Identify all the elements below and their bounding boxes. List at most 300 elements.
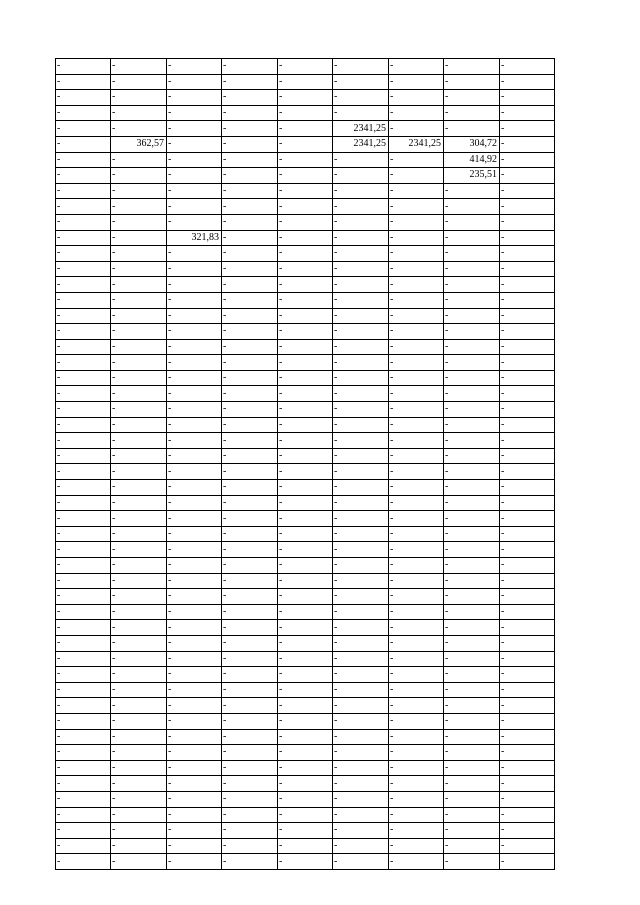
table-cell: - xyxy=(167,370,222,386)
table-cell: - xyxy=(278,713,333,729)
table-cell: - xyxy=(222,308,278,324)
table-cell: 304,72 xyxy=(444,136,500,152)
table-cell: - xyxy=(222,729,278,745)
table-cell: - xyxy=(333,713,389,729)
table-row xyxy=(56,214,555,230)
table-cell: - xyxy=(222,573,278,589)
table-cell: - xyxy=(333,558,389,574)
table-cell: - xyxy=(444,277,500,293)
table-cell: - xyxy=(278,682,333,698)
table-cell: - xyxy=(222,292,278,308)
table-cell: - xyxy=(278,355,333,371)
table-row xyxy=(56,355,555,371)
table-cell: - xyxy=(500,292,555,308)
table-cell: - xyxy=(111,667,167,683)
table-cell: - xyxy=(333,324,389,340)
table-cell: - xyxy=(222,807,278,823)
table-cell: - xyxy=(111,355,167,371)
table-cell: - xyxy=(111,199,167,215)
table-cell: - xyxy=(500,339,555,355)
table-cell: - xyxy=(500,526,555,542)
table-cell: - xyxy=(444,604,500,620)
table-cell: - xyxy=(444,448,500,464)
table-cell: - xyxy=(56,823,111,839)
table-cell: - xyxy=(500,807,555,823)
table-cell: - xyxy=(389,277,444,293)
table-cell: - xyxy=(111,308,167,324)
table-cell: - xyxy=(56,261,111,277)
table-cell: - xyxy=(111,386,167,402)
table-cell: - xyxy=(167,433,222,449)
table-cell: - xyxy=(500,105,555,121)
table-cell: - xyxy=(167,448,222,464)
table-row xyxy=(56,558,555,574)
table-cell: - xyxy=(500,168,555,184)
table-cell: - xyxy=(278,324,333,340)
table-cell: - xyxy=(222,635,278,651)
table-cell: - xyxy=(167,74,222,90)
table-cell: - xyxy=(278,667,333,683)
table-row xyxy=(56,59,555,75)
table-row xyxy=(56,292,555,308)
table-cell: - xyxy=(222,495,278,511)
table-cell: - xyxy=(333,667,389,683)
table-cell: - xyxy=(111,807,167,823)
table-cell: - xyxy=(167,854,222,870)
table-row xyxy=(56,246,555,262)
table-cell: - xyxy=(167,526,222,542)
table-cell: - xyxy=(167,199,222,215)
table-cell: - xyxy=(500,776,555,792)
table-cell: - xyxy=(278,448,333,464)
table-cell: - xyxy=(111,168,167,184)
table-cell: - xyxy=(444,791,500,807)
table-cell: - xyxy=(389,261,444,277)
table-cell: - xyxy=(222,698,278,714)
table-cell: - xyxy=(222,620,278,636)
table-cell: - xyxy=(389,558,444,574)
table-cell: - xyxy=(444,823,500,839)
table-cell: - xyxy=(222,339,278,355)
table-cell: - xyxy=(389,105,444,121)
table-cell: - xyxy=(333,838,389,854)
table-cell: - xyxy=(333,651,389,667)
table-cell: - xyxy=(56,526,111,542)
table-cell: - xyxy=(56,838,111,854)
table-cell: - xyxy=(333,277,389,293)
table-cell: - xyxy=(444,776,500,792)
table-cell: - xyxy=(56,495,111,511)
table-cell: - xyxy=(222,74,278,90)
table-cell: 2341,25 xyxy=(333,136,389,152)
table-row xyxy=(56,168,555,184)
table-cell: - xyxy=(500,698,555,714)
table-cell: - xyxy=(389,199,444,215)
table-cell: - xyxy=(278,386,333,402)
table-cell: - xyxy=(500,573,555,589)
table-row xyxy=(56,402,555,418)
table-cell: - xyxy=(56,168,111,184)
table-row xyxy=(56,542,555,558)
table-cell: - xyxy=(389,604,444,620)
table-cell: - xyxy=(500,838,555,854)
table-cell: - xyxy=(444,745,500,761)
table-cell: - xyxy=(56,713,111,729)
table-cell: - xyxy=(500,729,555,745)
table-row xyxy=(56,589,555,605)
table-cell: - xyxy=(333,760,389,776)
table-cell: - xyxy=(111,105,167,121)
table-cell: - xyxy=(278,464,333,480)
table-row xyxy=(56,729,555,745)
table-cell: - xyxy=(278,292,333,308)
table-cell: - xyxy=(444,183,500,199)
table-cell: - xyxy=(111,745,167,761)
table-cell: - xyxy=(444,324,500,340)
table-cell: - xyxy=(333,386,389,402)
table-row xyxy=(56,698,555,714)
table-cell: - xyxy=(389,495,444,511)
table-cell: - xyxy=(222,604,278,620)
table-cell: - xyxy=(333,745,389,761)
table-cell: - xyxy=(56,136,111,152)
table-cell: - xyxy=(167,620,222,636)
table-cell: - xyxy=(56,199,111,215)
table-row xyxy=(56,480,555,496)
table-cell: - xyxy=(222,324,278,340)
table-cell: - xyxy=(500,760,555,776)
table-cell: - xyxy=(444,573,500,589)
table-cell: - xyxy=(500,745,555,761)
table-cell: - xyxy=(389,667,444,683)
table-cell: - xyxy=(444,807,500,823)
table-cell: - xyxy=(389,59,444,75)
data-table xyxy=(55,58,555,870)
table-cell: - xyxy=(167,308,222,324)
table-cell: - xyxy=(167,136,222,152)
table-cell: - xyxy=(222,542,278,558)
table-cell: - xyxy=(111,854,167,870)
table-cell: - xyxy=(389,370,444,386)
table-cell: - xyxy=(222,651,278,667)
table-cell: - xyxy=(333,74,389,90)
table-cell: - xyxy=(167,121,222,137)
table-cell: - xyxy=(500,417,555,433)
table-cell: - xyxy=(389,807,444,823)
table-cell: - xyxy=(56,635,111,651)
table-row xyxy=(56,370,555,386)
table-cell: - xyxy=(333,635,389,651)
table-cell: - xyxy=(389,776,444,792)
table-cell: - xyxy=(167,183,222,199)
table-cell: - xyxy=(167,573,222,589)
table-cell: - xyxy=(111,402,167,418)
table-cell: - xyxy=(500,308,555,324)
table-cell: - xyxy=(278,261,333,277)
table-cell: - xyxy=(444,495,500,511)
table-row xyxy=(56,713,555,729)
table-cell: - xyxy=(333,246,389,262)
table-row xyxy=(56,308,555,324)
table-cell: - xyxy=(333,90,389,106)
table-row xyxy=(56,339,555,355)
table-row xyxy=(56,807,555,823)
table-cell: - xyxy=(56,277,111,293)
table-cell: - xyxy=(389,464,444,480)
table-cell: - xyxy=(389,230,444,246)
table-row xyxy=(56,199,555,215)
table-cell: - xyxy=(389,511,444,527)
table-cell: - xyxy=(333,495,389,511)
table-cell: - xyxy=(333,261,389,277)
table-cell: - xyxy=(111,214,167,230)
table-cell: - xyxy=(500,589,555,605)
table-cell: - xyxy=(333,729,389,745)
table-cell: - xyxy=(167,277,222,293)
table-cell: - xyxy=(389,542,444,558)
table-cell: 2341,25 xyxy=(333,121,389,137)
table-cell: - xyxy=(333,339,389,355)
table-cell: - xyxy=(389,791,444,807)
table-cell: - xyxy=(444,121,500,137)
table-cell: - xyxy=(333,526,389,542)
table-cell: - xyxy=(333,370,389,386)
table-row xyxy=(56,448,555,464)
table-cell: - xyxy=(500,667,555,683)
table-cell: - xyxy=(278,105,333,121)
table-cell: - xyxy=(333,152,389,168)
table-row xyxy=(56,776,555,792)
table-cell: - xyxy=(167,261,222,277)
table-cell: - xyxy=(278,558,333,574)
table-cell: - xyxy=(222,246,278,262)
table-cell: - xyxy=(56,339,111,355)
table-cell: - xyxy=(500,59,555,75)
table-cell: - xyxy=(444,558,500,574)
table-cell: - xyxy=(333,105,389,121)
table-cell: - xyxy=(56,355,111,371)
table-cell: - xyxy=(333,292,389,308)
table-cell: - xyxy=(222,152,278,168)
table-cell: - xyxy=(167,698,222,714)
table-cell: - xyxy=(222,433,278,449)
table-cell: - xyxy=(111,651,167,667)
table-cell: - xyxy=(389,402,444,418)
table-cell: - xyxy=(56,745,111,761)
table-cell: - xyxy=(500,713,555,729)
table-cell: - xyxy=(333,59,389,75)
table-cell: - xyxy=(389,121,444,137)
table-cell: - xyxy=(167,417,222,433)
table-cell: - xyxy=(333,854,389,870)
table-cell: - xyxy=(500,136,555,152)
table-cell: - xyxy=(333,183,389,199)
table-cell: - xyxy=(278,698,333,714)
table-cell: - xyxy=(222,511,278,527)
table-cell: - xyxy=(333,698,389,714)
table-cell: - xyxy=(500,355,555,371)
table-body xyxy=(56,59,555,870)
table-cell: - xyxy=(389,448,444,464)
table-cell: - xyxy=(111,246,167,262)
table-cell: - xyxy=(444,214,500,230)
table-cell: - xyxy=(500,635,555,651)
table-cell: - xyxy=(167,776,222,792)
table-cell: - xyxy=(278,59,333,75)
table-cell: - xyxy=(111,324,167,340)
table-cell: - xyxy=(56,324,111,340)
table-cell: - xyxy=(444,402,500,418)
table-cell: - xyxy=(389,745,444,761)
table-cell: - xyxy=(500,791,555,807)
table-cell: - xyxy=(111,791,167,807)
table-cell: - xyxy=(444,90,500,106)
table-cell: - xyxy=(222,854,278,870)
table-cell: - xyxy=(56,417,111,433)
table-cell: - xyxy=(389,183,444,199)
table-cell: - xyxy=(56,59,111,75)
table-row xyxy=(56,604,555,620)
table-row xyxy=(56,760,555,776)
table-cell: - xyxy=(222,823,278,839)
table-cell: - xyxy=(278,729,333,745)
table-cell: - xyxy=(111,589,167,605)
table-row xyxy=(56,495,555,511)
table-cell: - xyxy=(444,542,500,558)
table-cell: - xyxy=(278,199,333,215)
table-cell: - xyxy=(56,448,111,464)
table-cell: - xyxy=(389,168,444,184)
table-cell: - xyxy=(56,558,111,574)
table-cell: - xyxy=(278,854,333,870)
table-cell: - xyxy=(333,417,389,433)
table-cell: - xyxy=(333,511,389,527)
table-cell: - xyxy=(278,573,333,589)
table-cell: - xyxy=(278,620,333,636)
table-cell: - xyxy=(278,760,333,776)
table-cell: - xyxy=(278,589,333,605)
table-cell: - xyxy=(444,59,500,75)
table-cell: - xyxy=(167,558,222,574)
table-cell: - xyxy=(444,760,500,776)
table-cell: - xyxy=(111,90,167,106)
table-cell: - xyxy=(222,136,278,152)
table-cell: - xyxy=(167,105,222,121)
table-row xyxy=(56,277,555,293)
table-cell: - xyxy=(56,542,111,558)
table-cell: - xyxy=(278,246,333,262)
table-cell: - xyxy=(167,667,222,683)
table-cell: - xyxy=(56,74,111,90)
table-cell: - xyxy=(222,230,278,246)
table-cell: - xyxy=(278,480,333,496)
table-cell: - xyxy=(222,370,278,386)
table-cell: - xyxy=(111,121,167,137)
table-cell: - xyxy=(278,838,333,854)
table-cell: - xyxy=(167,745,222,761)
table-cell: - xyxy=(56,651,111,667)
table-cell: - xyxy=(278,495,333,511)
table-cell: - xyxy=(278,635,333,651)
table-cell: - xyxy=(333,589,389,605)
table-cell: - xyxy=(222,838,278,854)
table-cell: - xyxy=(389,152,444,168)
table-cell: - xyxy=(444,713,500,729)
table-cell: - xyxy=(111,417,167,433)
table-cell: - xyxy=(389,729,444,745)
table-cell: - xyxy=(167,635,222,651)
table-cell: - xyxy=(333,480,389,496)
table-cell: - xyxy=(444,370,500,386)
table-cell: - xyxy=(111,526,167,542)
table-cell: - xyxy=(500,511,555,527)
table-cell: - xyxy=(278,183,333,199)
table-row xyxy=(56,526,555,542)
table-row xyxy=(56,121,555,137)
table-cell: - xyxy=(167,713,222,729)
table-cell: - xyxy=(500,448,555,464)
table-cell: - xyxy=(444,230,500,246)
table-cell: - xyxy=(389,417,444,433)
table-cell: - xyxy=(500,261,555,277)
table-row xyxy=(56,74,555,90)
table-cell: - xyxy=(278,791,333,807)
table-cell: - xyxy=(56,682,111,698)
table-cell: - xyxy=(111,620,167,636)
table-cell: - xyxy=(56,480,111,496)
table-cell: - xyxy=(222,105,278,121)
table-cell: - xyxy=(500,651,555,667)
table-cell: - xyxy=(500,230,555,246)
table-cell: - xyxy=(222,214,278,230)
table-cell: - xyxy=(278,526,333,542)
table-row xyxy=(56,511,555,527)
table-cell: - xyxy=(167,838,222,854)
table-cell: - xyxy=(333,682,389,698)
table-cell: - xyxy=(167,807,222,823)
table-cell: - xyxy=(333,199,389,215)
table-cell: - xyxy=(500,370,555,386)
table-cell: - xyxy=(444,261,500,277)
table-cell: - xyxy=(56,183,111,199)
table-cell: - xyxy=(500,682,555,698)
table-cell: 2341,25 xyxy=(389,136,444,152)
table-cell: - xyxy=(333,433,389,449)
table-cell: - xyxy=(333,214,389,230)
table-cell: - xyxy=(333,168,389,184)
table-cell: - xyxy=(444,698,500,714)
table-cell: - xyxy=(389,324,444,340)
table-cell: - xyxy=(56,90,111,106)
table-cell: - xyxy=(111,74,167,90)
table-cell: - xyxy=(111,464,167,480)
table-cell: - xyxy=(444,511,500,527)
table-cell: - xyxy=(56,308,111,324)
table-cell: - xyxy=(444,199,500,215)
table-cell: - xyxy=(389,480,444,496)
table-cell: - xyxy=(389,214,444,230)
table-cell: - xyxy=(111,573,167,589)
table-cell: - xyxy=(56,105,111,121)
table-cell: - xyxy=(167,791,222,807)
table-cell: - xyxy=(278,604,333,620)
table-cell: - xyxy=(167,495,222,511)
table-row xyxy=(56,635,555,651)
table-cell: - xyxy=(389,526,444,542)
table-cell: - xyxy=(444,74,500,90)
table-cell: - xyxy=(389,74,444,90)
spreadsheet-page xyxy=(55,58,555,870)
